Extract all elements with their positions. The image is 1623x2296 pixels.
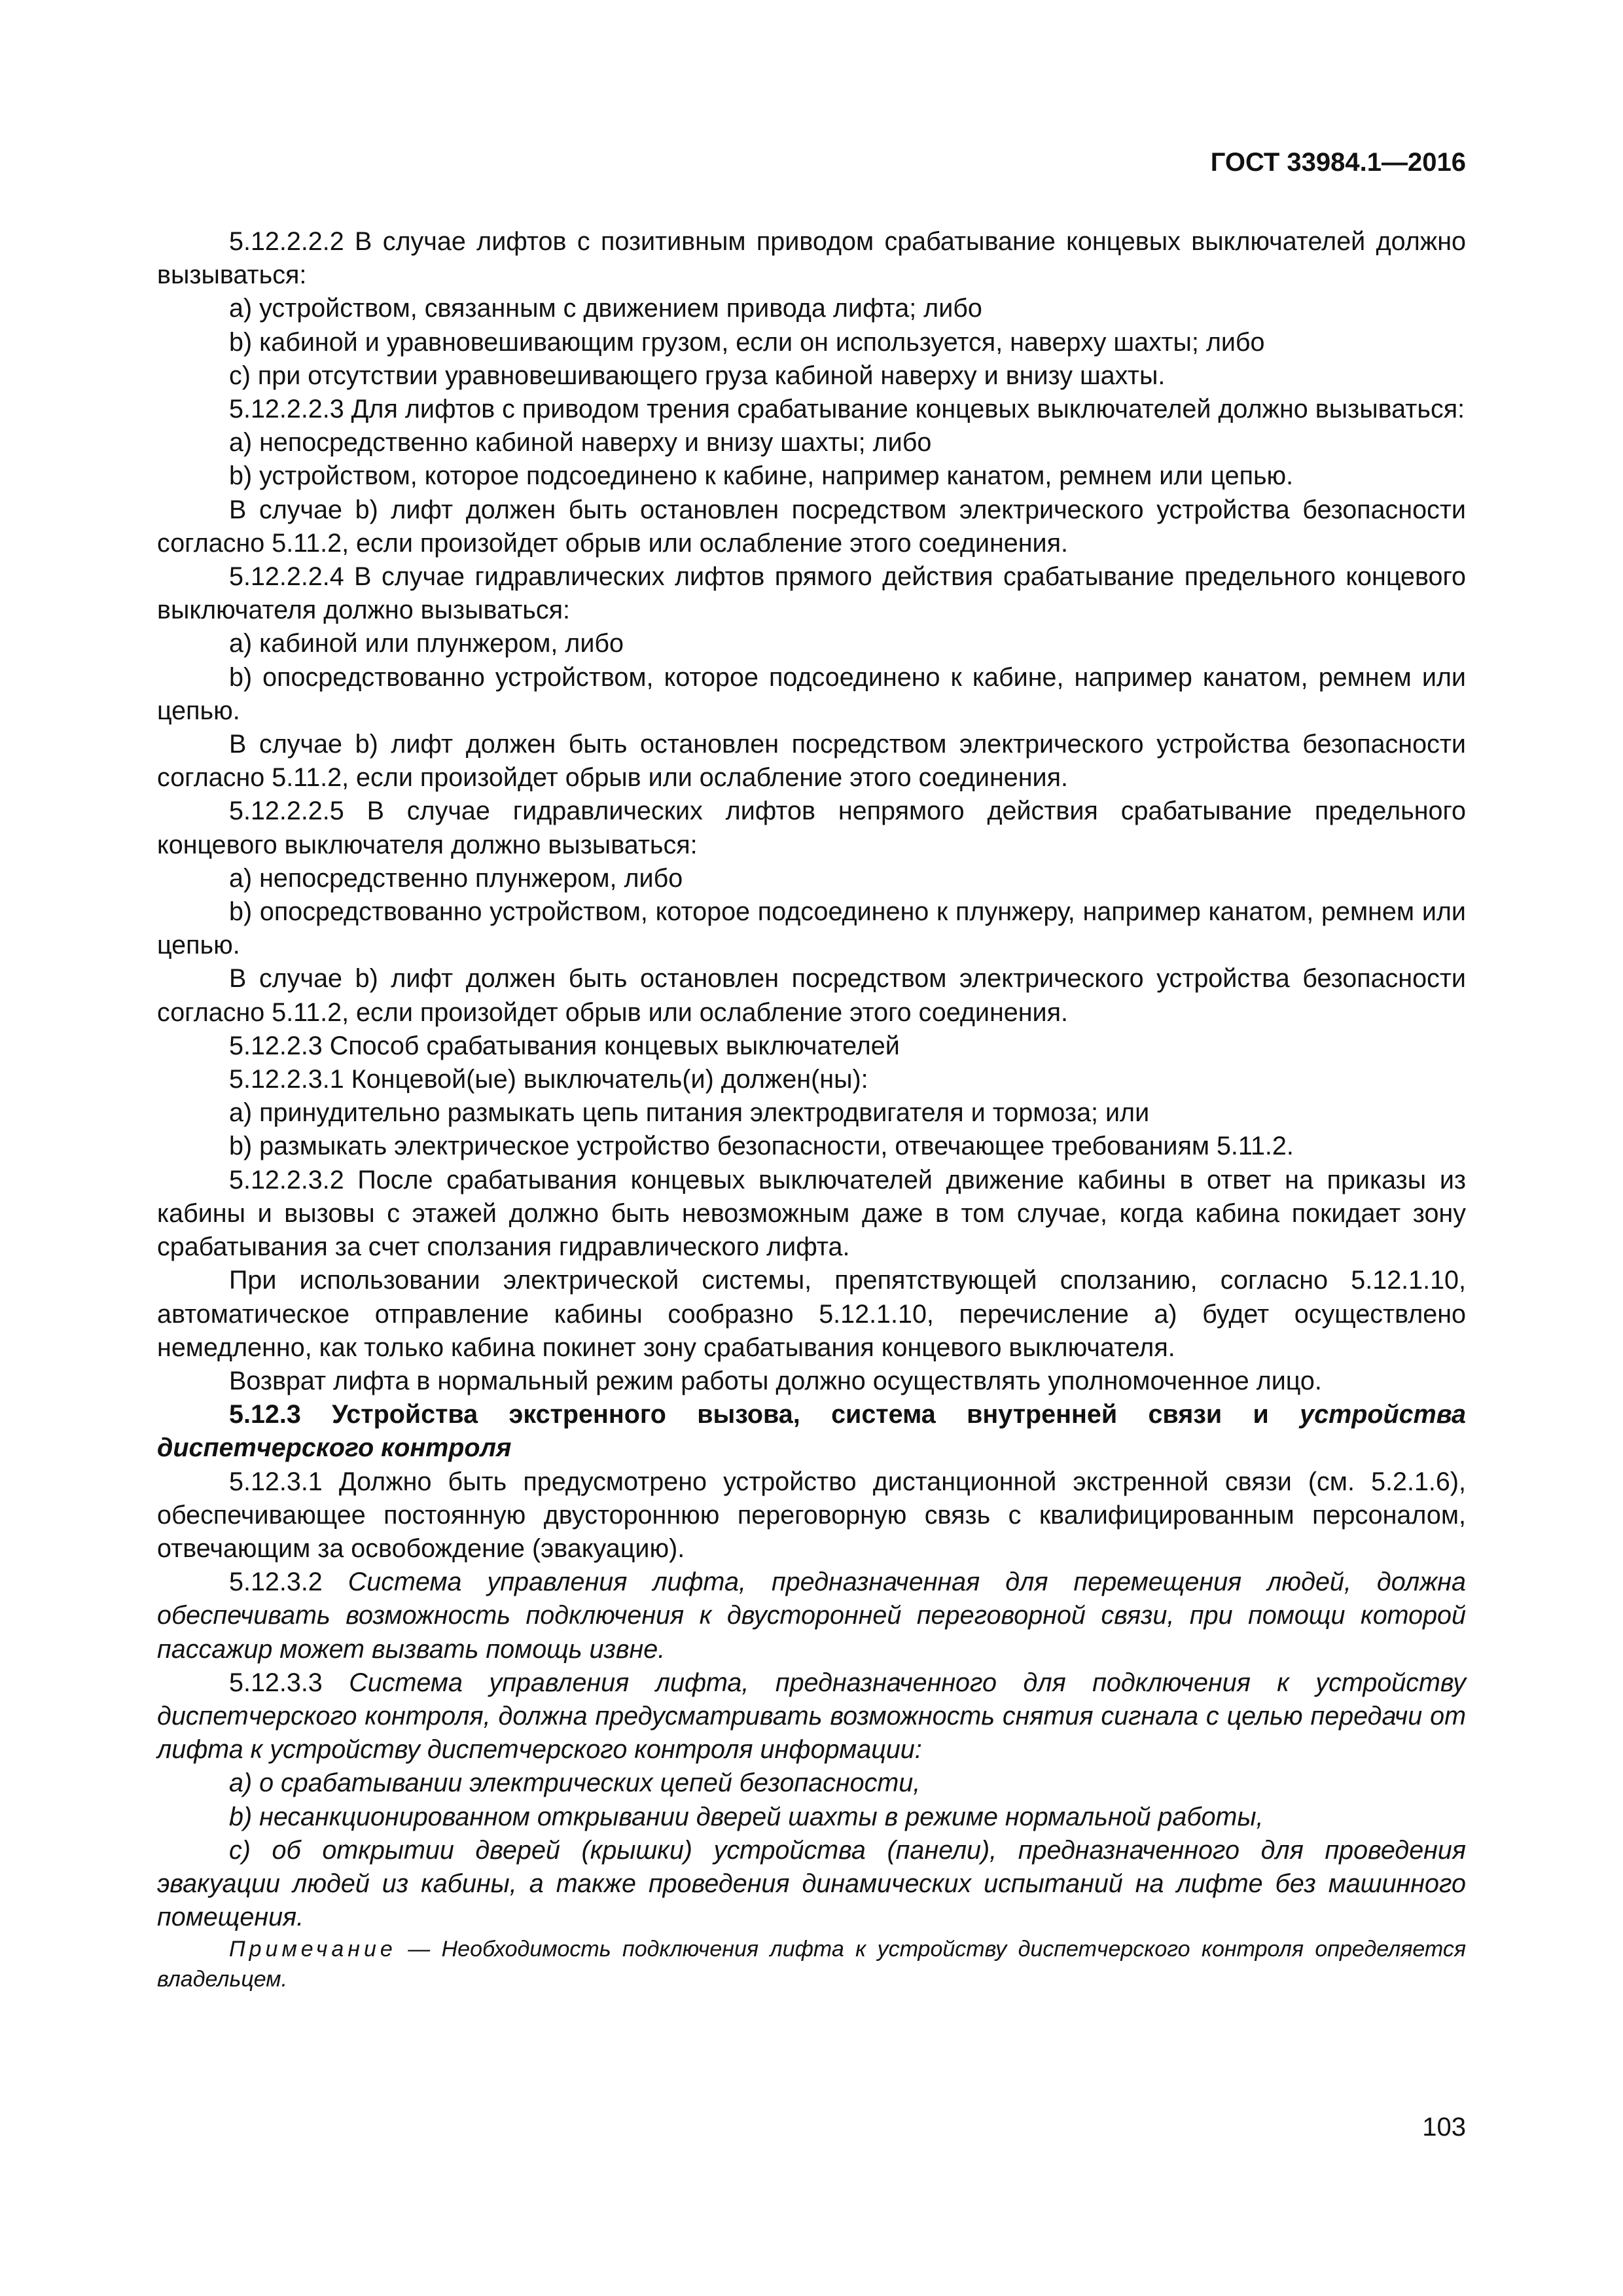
paragraph: c) при отсутствии уравновешивающего груза кабиной наверху и внизу шахты. [229,361,1166,390]
paragraph: 5.12.3.1 Должно быть предусмотрено устройство дистанционной экстренной связи (см. 5.2.1.6), обеспечивающее постоянную двустороннюю переговорную связь с квалифицированным персоналом, отвечающим за освобождение (эвакуацию). [157,1467,1466,1563]
paragraph [157,1566,1466,1666]
paragraph: В случае b) лифт должен быть остановлен посредством электрического устройства безопасности согласно 5.11.2, если произойдет обрыв или ослабление этого соединения. [157,730,1466,793]
section-heading-italic: устройства диспетчерского контроля [157,1400,1466,1463]
paragraph: 5.12.2.3.1 Концевой(ые) выключатель(и) должен(ны): [229,1065,868,1094]
clause-italic-text: Система управления лифта, предназначенная для перемещения людей, должна обеспечивать возможность подключения к двусторонней переговорной связи, при помощи которой пассажир может вызвать помощь извне. [157,1568,1466,1664]
paragraph: При использовании электрической системы, препятствующей сползанию, согласно 5.12.1.10, автоматическое отправление кабины сообразно 5.12.1.10, перечисление а) будет осуществлено немедленно, как только кабина покинет зону срабатывания концевого выключателя. [157,1266,1466,1362]
paragraph: 5.12.2.2.4 В случае гидравлических лифтов прямого действия срабатывание предельного концевого выключателя должно вызываться: [157,562,1466,625]
paragraph: 5.12.2.2.2 В случае лифтов с позитивным приводом срабатывание концевых выключателей должно вызываться: [157,227,1466,290]
note-text: — Необходимость подключения лифта к устройству диспетчерского контроля определяется владельцем. [157,1937,1466,1992]
paragraph: 5.12.2.2.3 Для лифтов с приводом трения срабатывание концевых выключателей должно вызываться: [229,395,1465,424]
clause-number: 5.12.3.2 [229,1568,348,1597]
paragraph: Возврат лифта в нормальный режим работы должно осуществлять уполномоченное лицо. [229,1366,1322,1395]
paragraph: В случае b) лифт должен быть остановлен посредством электрического устройства безопасности согласно 5.11.2, если произойдет обрыв или ослабление этого соединения. [157,495,1466,558]
clause-italic-text: Система управления лифта, предназначенного для подключения к устройству диспетчерского контроля, должна предусматривать возможность снятия сигнала с целью передачи от лифта к устройству диспетчерского контроля информации: [157,1668,1466,1765]
standard-id: ГОСТ 33984.1—2016 [1210,148,1466,177]
paragraph: c) об открытии дверей (крышки) устройства (панели), предназначенного для проведения эвакуации людей из кабины, а также проведения динамических испытаний на лифте без машинного помещения. [157,1835,1466,1932]
paragraph: b) опосредствованно устройством, которое подсоединено к плунжеру, например канатом, ремнем или цепью. [157,897,1466,960]
section-heading [157,1398,1466,1465]
paragraph: а) принудительно размыкать цепь питания электродвигателя и тормоза; или [229,1098,1150,1128]
paragraph [157,1666,1466,1767]
document-page [157,0,1466,2296]
clause-number: 5.12.3.3 [229,1668,349,1697]
note-label: Примечание [229,1937,397,1962]
paragraph: b) размыкать электрическое устройство безопасности, отвечающее требованиям 5.11.2. [229,1132,1294,1161]
paragraph: а) о срабатывании электрических цепей безопасности, [229,1768,921,1798]
paragraph: 5.12.2.3 Способ срабатывания концевых выключателей [229,1031,900,1060]
document-body [157,225,1466,1994]
paragraph: b) кабиной и уравновешивающим грузом, если он используется, наверху шахты; либо [229,327,1265,357]
paragraph: b) опосредствованно устройством, которое подсоединено к кабине, например канатом, ремнем или цепью. [157,662,1466,725]
paragraph: b) несанкционированном открывании дверей шахты в режиме нормальной работы, [229,1802,1264,1831]
paragraph: а) непосредственно плунжером, либо [229,863,683,893]
paragraph: 5.12.2.2.5 В случае гидравлических лифтов непрямого действия срабатывание предельного концевого выключателя должно вызываться: [157,797,1466,859]
page-number: 103 [1422,2113,1466,2142]
paragraph: а) непосредственно кабиной наверху и внизу шахты; либо [229,428,932,457]
paragraph: а) кабиной или плунжером, либо [229,629,624,658]
paragraph: 5.12.2.3.2 После срабатывания концевых выключателей движение кабины в ответ на приказы из кабины и вызовы с этажей должно быть невозможным даже в том случае, когда кабина покидает зону срабатывания за счет сползания гидравлического лифта. [157,1165,1466,1262]
paragraph: В случае b) лифт должен быть остановлен посредством электрического устройства безопасности согласно 5.11.2, если произойдет обрыв или ослабление этого соединения. [157,964,1466,1027]
paragraph: b) устройством, которое подсоединено к кабине, например канатом, ремнем или цепью. [229,461,1294,491]
paragraph: а) устройством, связанным с движением привода лифта; либо [229,294,982,323]
section-heading-text: 5.12.3 Устройства экстренного вызова, система внутренней связи и [229,1400,1300,1429]
note [157,1934,1466,1994]
